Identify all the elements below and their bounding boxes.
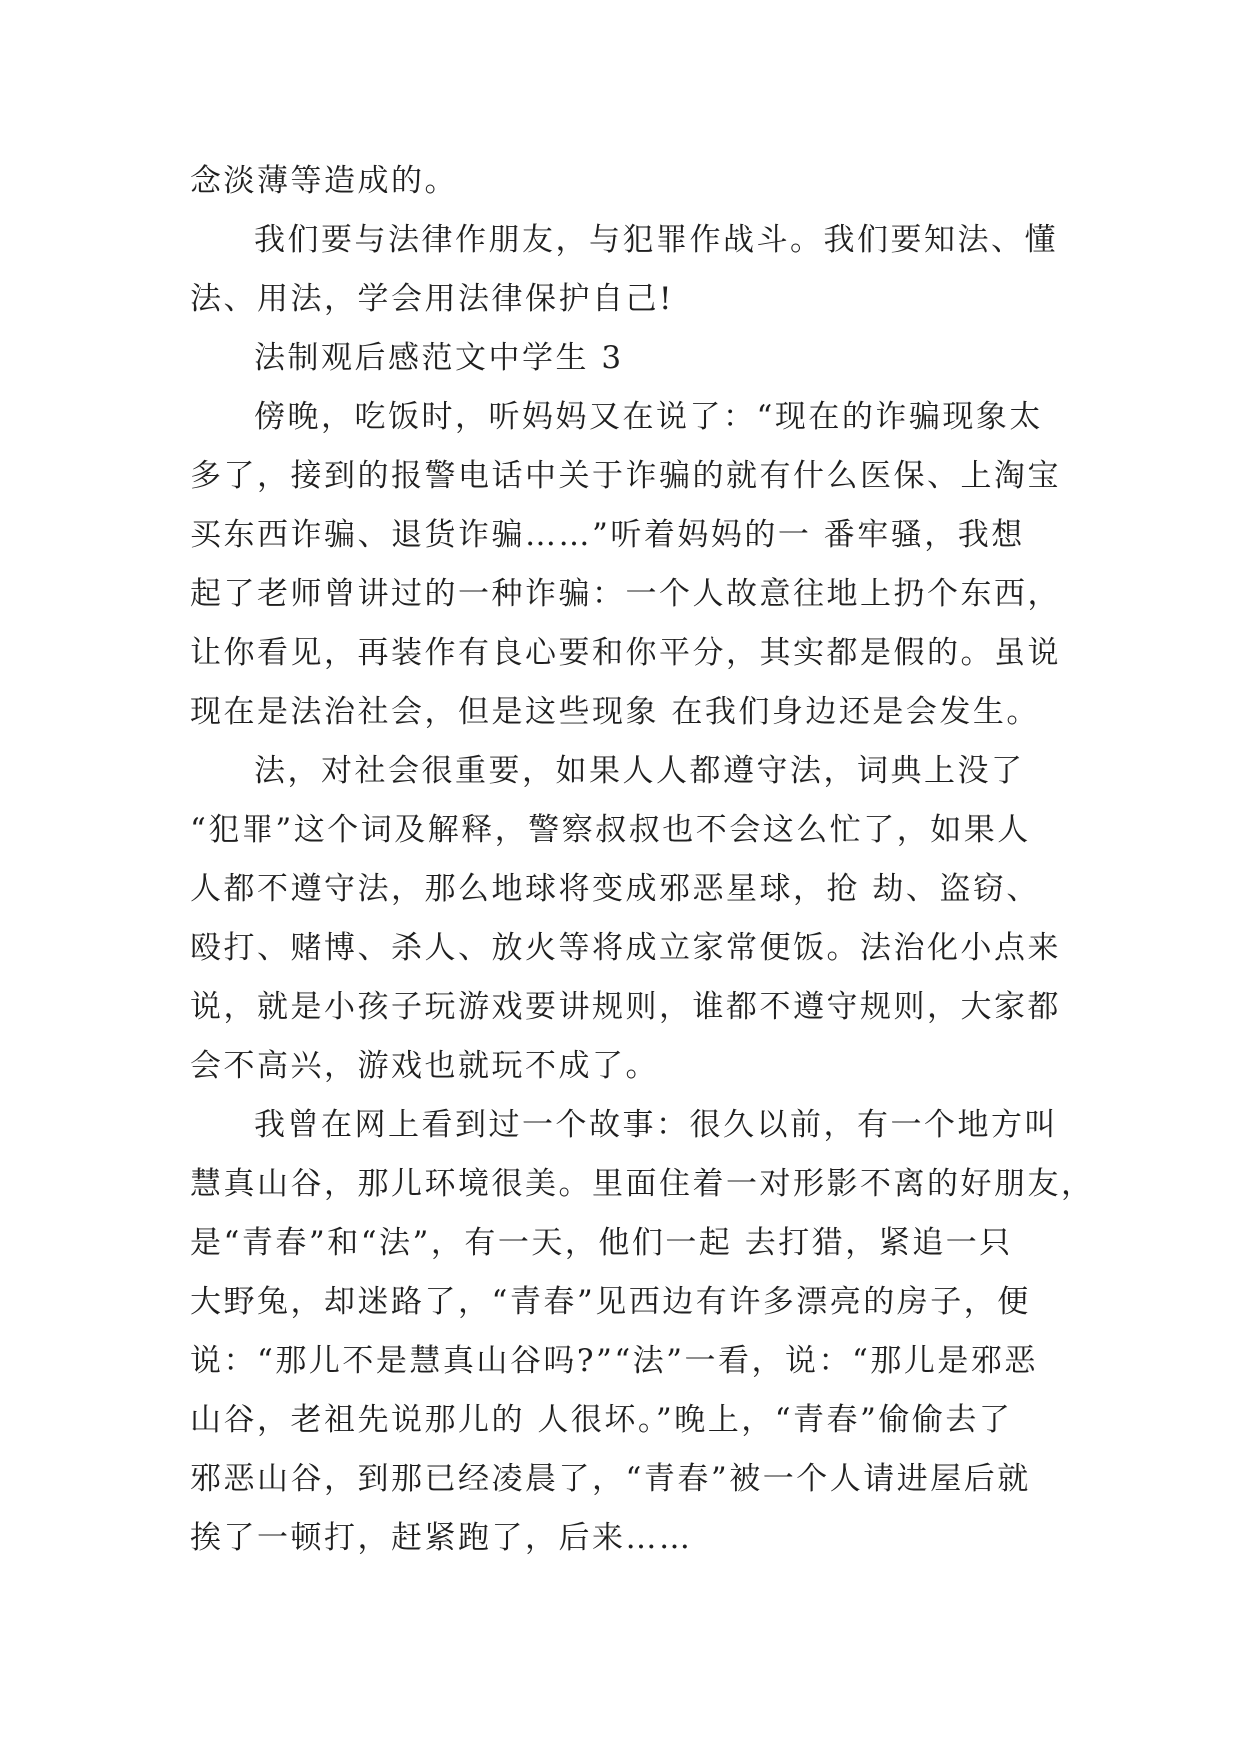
text-line: 说：“那儿不是慧真山谷吗?”“法”一看，说：“那儿是邪恶	[190, 1343, 1038, 1379]
text-line: 山谷，老祖先说那儿的 人很坏。”晚上，“青春”偷偷去了	[190, 1402, 1013, 1438]
text-line: 慧真山谷，那儿环境很美。里面住着一对形影不离的好朋友，	[190, 1166, 1095, 1202]
paragraph-start-line: 我们要与法律作朋友，与犯罪作战斗。我们要知法、懂	[254, 222, 1058, 258]
text-line: 会不高兴，游戏也就玩不成了。	[190, 1048, 659, 1084]
paragraph-start-line: 我曾在网上看到过一个故事：很久以前，有一个地方叫	[254, 1107, 1058, 1143]
paragraph-start-line: 法，对社会很重要，如果人人都遵守法，词典上没了	[254, 753, 1025, 789]
paragraph-start-line: 傍晚，吃饭时，听妈妈又在说了：“现在的诈骗现象太	[254, 399, 1043, 435]
text-line: 现在是法治社会，但是这些现象 在我们身边还是会发生。	[190, 694, 1040, 730]
text-line: 让你看见，再装作有良心要和你平分，其实都是假的。虽说	[190, 635, 1061, 671]
text-line: 念淡薄等造成的。	[190, 163, 458, 199]
text-line: 大野兔，却迷路了，“青春”见西边有许多漂亮的房子，便	[190, 1284, 1031, 1320]
text-line: 法、用法，学会用法律保护自己!	[190, 281, 674, 317]
text-line: 起了老师曾讲过的一种诈骗：一个人故意往地上扔个东西，	[190, 576, 1061, 612]
text-line: “犯罪”这个词及解释，警察叔叔也不会这么忙了，如果人	[190, 812, 1031, 848]
text-line: 邪恶山谷，到那已经凌晨了，“青春”被一个人请进屋后就	[190, 1461, 1031, 1497]
text-line: 殴打、赌博、杀人、放火等将成立家常便饭。法治化小点来	[190, 930, 1061, 966]
section-heading: 法制观后感范文中学生 3	[254, 340, 624, 376]
text-line: 多了，接到的报警电话中关于诈骗的就有什么医保、上淘宝	[190, 458, 1061, 494]
text-line: 是“青春”和“法”，有一天，他们一起 去打猎，紧追一只	[190, 1225, 1013, 1261]
text-line: 买东西诈骗、退货诈骗……”听着妈妈的一 番牢骚，我想	[190, 517, 1025, 553]
text-line: 说，就是小孩子玩游戏要讲规则，谁都不遵守规则，大家都	[190, 989, 1061, 1025]
text-line: 人都不遵守法，那么地球将变成邪恶星球，抢 劫、盗窃、	[190, 871, 1040, 907]
text-line: 挨了一顿打，赶紧跑了，后来……	[190, 1520, 693, 1556]
document-body	[190, 152, 1095, 1568]
